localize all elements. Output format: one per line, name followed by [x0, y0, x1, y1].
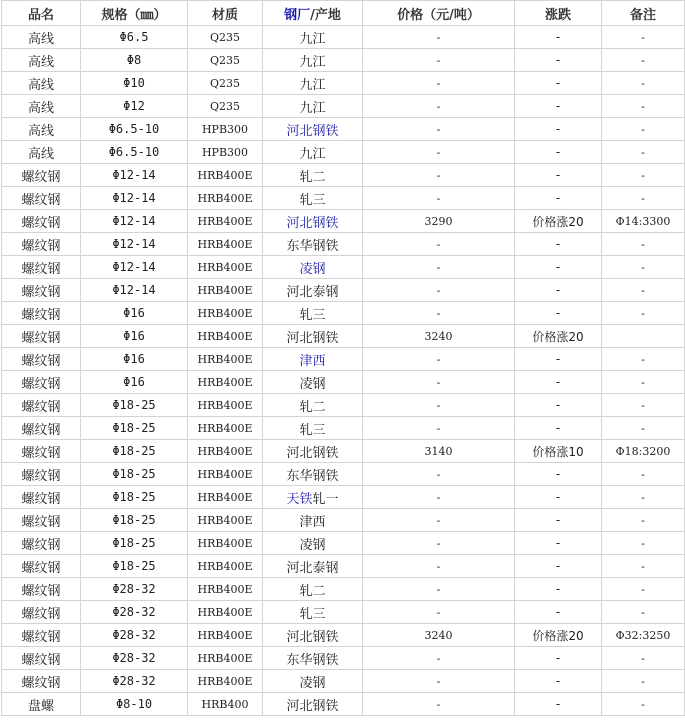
cell-mill — [263, 256, 363, 279]
cell-material: Q235 — [188, 72, 263, 95]
cell-note: - — [602, 463, 685, 486]
cell-note: - — [602, 279, 685, 302]
header-mill — [263, 1, 363, 26]
cell-mill — [263, 325, 363, 348]
cell-note: - — [602, 141, 685, 164]
mill-text: 九江 — [299, 100, 326, 116]
cell-price: - — [363, 118, 515, 141]
cell-product-name: 螺纹钢 — [2, 440, 81, 463]
cell-spec: Φ28-32 — [81, 578, 188, 601]
cell-spec: Φ12-14 — [81, 256, 188, 279]
cell-price: - — [363, 693, 515, 716]
header-name: 品名 — [2, 1, 81, 26]
cell-material: HRB400E — [188, 187, 263, 210]
cell-note: Φ14:3300 — [602, 210, 685, 233]
cell-change: - — [515, 463, 602, 486]
mill-text: 河北钢铁 — [286, 445, 339, 461]
cell-note: - — [602, 164, 685, 187]
cell-product-name: 螺纹钢 — [2, 164, 81, 187]
cell-material: HRB400E — [188, 509, 263, 532]
mill-text: 凌钢 — [299, 675, 326, 691]
cell-mill — [263, 279, 363, 302]
cell-material: HRB400E — [188, 532, 263, 555]
cell-spec: Φ6.5-10 — [81, 118, 188, 141]
cell-product-name: 螺纹钢 — [2, 394, 81, 417]
mill-text: 河北钢铁 — [286, 698, 339, 714]
cell-mill — [263, 463, 363, 486]
cell-material: HRB400E — [188, 578, 263, 601]
cell-mill — [263, 371, 363, 394]
cell-mill — [263, 302, 363, 325]
cell-material: Q235 — [188, 49, 263, 72]
cell-product-name: 螺纹钢 — [2, 463, 81, 486]
table-row — [2, 233, 685, 256]
cell-material: HRB400E — [188, 417, 263, 440]
cell-product-name: 螺纹钢 — [2, 233, 81, 256]
cell-note: - — [602, 49, 685, 72]
cell-mill — [263, 233, 363, 256]
cell-spec: Φ28-32 — [81, 601, 188, 624]
cell-spec: Φ16 — [81, 348, 188, 371]
cell-product-name: 螺纹钢 — [2, 417, 81, 440]
cell-material: HRB400E — [188, 670, 263, 693]
cell-price: 3140 — [363, 440, 515, 463]
table-row — [2, 187, 685, 210]
mill-text: 九江 — [299, 146, 326, 162]
mill-link[interactable]: 津西 — [299, 353, 326, 369]
cell-product-name: 高线 — [2, 95, 81, 118]
cell-change: - — [515, 578, 602, 601]
table-row — [2, 670, 685, 693]
table-row — [2, 26, 685, 49]
cell-note: - — [602, 371, 685, 394]
cell-price: - — [363, 26, 515, 49]
cell-product-name: 螺纹钢 — [2, 601, 81, 624]
table-row — [2, 532, 685, 555]
cell-change: - — [515, 555, 602, 578]
cell-product-name: 螺纹钢 — [2, 256, 81, 279]
cell-price: - — [363, 647, 515, 670]
cell-change: - — [515, 256, 602, 279]
cell-note: - — [602, 118, 685, 141]
cell-change: - — [515, 670, 602, 693]
cell-product-name: 螺纹钢 — [2, 302, 81, 325]
cell-mill — [263, 72, 363, 95]
cell-spec: Φ8-10 — [81, 693, 188, 716]
cell-material: HPB300 — [188, 141, 263, 164]
cell-change: - — [515, 26, 602, 49]
cell-spec: Φ10 — [81, 72, 188, 95]
cell-spec: Φ12-14 — [81, 279, 188, 302]
cell-price: - — [363, 371, 515, 394]
cell-spec: Φ16 — [81, 371, 188, 394]
cell-note: - — [602, 256, 685, 279]
table-row — [2, 95, 685, 118]
cell-material: HRB400E — [188, 302, 263, 325]
cell-spec: Φ12-14 — [81, 210, 188, 233]
cell-change: - — [515, 72, 602, 95]
cell-change: 价格涨20 — [515, 624, 602, 647]
cell-change: - — [515, 95, 602, 118]
cell-material: HRB400E — [188, 624, 263, 647]
table-row — [2, 72, 685, 95]
cell-change: - — [515, 279, 602, 302]
cell-note: - — [602, 693, 685, 716]
cell-product-name: 螺纹钢 — [2, 187, 81, 210]
cell-mill — [263, 532, 363, 555]
steel-price-table — [1, 0, 685, 716]
cell-product-name: 螺纹钢 — [2, 670, 81, 693]
cell-spec: Φ18-25 — [81, 394, 188, 417]
mill-text: 轧二 — [299, 399, 326, 415]
cell-spec: Φ18-25 — [81, 509, 188, 532]
table-row — [2, 509, 685, 532]
mill-text: 九江 — [299, 77, 326, 93]
cell-spec: Φ18-25 — [81, 440, 188, 463]
cell-change: - — [515, 164, 602, 187]
cell-price: - — [363, 578, 515, 601]
cell-mill — [263, 210, 363, 233]
cell-note: - — [602, 578, 685, 601]
mill-text: 凌钢 — [299, 376, 326, 392]
cell-change: 价格涨20 — [515, 325, 602, 348]
cell-product-name: 螺纹钢 — [2, 348, 81, 371]
table-row — [2, 647, 685, 670]
cell-price: - — [363, 256, 515, 279]
table-row — [2, 279, 685, 302]
cell-material: HRB400E — [188, 233, 263, 256]
cell-note — [602, 325, 685, 348]
header-mill-rest: /产地 — [310, 7, 341, 23]
cell-spec: Φ8 — [81, 49, 188, 72]
cell-spec: Φ28-32 — [81, 670, 188, 693]
cell-product-name: 高线 — [2, 26, 81, 49]
cell-change: - — [515, 233, 602, 256]
cell-material: HRB400E — [188, 325, 263, 348]
cell-product-name: 螺纹钢 — [2, 279, 81, 302]
table-row — [2, 210, 685, 233]
mill-text: 轧三 — [299, 307, 326, 323]
cell-note: - — [602, 647, 685, 670]
cell-change: - — [515, 647, 602, 670]
cell-note: - — [602, 302, 685, 325]
cell-material: HRB400E — [188, 394, 263, 417]
cell-note: - — [602, 348, 685, 371]
mill-text: 九江 — [299, 31, 326, 47]
cell-price: - — [363, 164, 515, 187]
cell-material: HPB300 — [188, 118, 263, 141]
cell-mill — [263, 187, 363, 210]
cell-price: 3240 — [363, 325, 515, 348]
cell-mill — [263, 118, 363, 141]
cell-mill — [263, 601, 363, 624]
cell-note: - — [602, 187, 685, 210]
mill-text: 轧一 — [312, 491, 339, 507]
cell-mill — [263, 49, 363, 72]
cell-mill — [263, 578, 363, 601]
cell-spec: Φ16 — [81, 325, 188, 348]
cell-mill — [263, 486, 363, 509]
cell-spec: Φ18-25 — [81, 555, 188, 578]
cell-note: - — [602, 72, 685, 95]
table-row — [2, 302, 685, 325]
cell-material: HRB400E — [188, 463, 263, 486]
header-price: 价格（元/吨） — [363, 1, 515, 26]
table-row — [2, 440, 685, 463]
cell-price: - — [363, 187, 515, 210]
cell-material: HRB400E — [188, 210, 263, 233]
cell-note: - — [602, 95, 685, 118]
cell-spec: Φ18-25 — [81, 532, 188, 555]
cell-mill — [263, 670, 363, 693]
cell-product-name: 高线 — [2, 141, 81, 164]
cell-price: - — [363, 601, 515, 624]
cell-spec: Φ28-32 — [81, 624, 188, 647]
header-mill-link[interactable]: 钢厂 — [284, 7, 311, 23]
header-change: 涨跌 — [515, 1, 602, 26]
cell-price: - — [363, 486, 515, 509]
cell-price: - — [363, 72, 515, 95]
cell-price: - — [363, 555, 515, 578]
cell-price: 3240 — [363, 624, 515, 647]
cell-note: - — [602, 532, 685, 555]
cell-mill — [263, 693, 363, 716]
cell-material: HRB400E — [188, 486, 263, 509]
mill-text: 东华钢铁 — [286, 238, 339, 254]
cell-material: HRB400E — [188, 256, 263, 279]
cell-change: - — [515, 49, 602, 72]
cell-product-name: 盘螺 — [2, 693, 81, 716]
cell-product-name: 螺纹钢 — [2, 371, 81, 394]
cell-price: - — [363, 302, 515, 325]
mill-text: 凌钢 — [299, 537, 326, 553]
cell-material: HRB400E — [188, 164, 263, 187]
cell-product-name: 螺纹钢 — [2, 210, 81, 233]
cell-mill — [263, 26, 363, 49]
cell-product-name: 高线 — [2, 118, 81, 141]
cell-note: - — [602, 417, 685, 440]
table-row — [2, 118, 685, 141]
mill-text: 河北泰钢 — [286, 284, 339, 300]
table-row — [2, 164, 685, 187]
mill-text: 九江 — [299, 54, 326, 70]
mill-text: 河北泰钢 — [286, 560, 339, 576]
table-row — [2, 693, 685, 716]
cell-mill — [263, 555, 363, 578]
cell-change: - — [515, 118, 602, 141]
mill-link[interactable]: 河北钢铁 — [286, 123, 339, 139]
cell-change: - — [515, 601, 602, 624]
cell-change: - — [515, 417, 602, 440]
mill-text: 津西 — [299, 514, 326, 530]
cell-material: HRB400E — [188, 601, 263, 624]
cell-note: - — [602, 26, 685, 49]
cell-note: - — [602, 233, 685, 256]
cell-price: - — [363, 95, 515, 118]
cell-price: - — [363, 509, 515, 532]
cell-change: - — [515, 302, 602, 325]
cell-change: - — [515, 486, 602, 509]
table-body — [2, 26, 685, 716]
cell-material: HRB400E — [188, 440, 263, 463]
table-row — [2, 256, 685, 279]
cell-material: HRB400E — [188, 371, 263, 394]
cell-change: - — [515, 371, 602, 394]
cell-product-name: 螺纹钢 — [2, 624, 81, 647]
cell-mill — [263, 624, 363, 647]
cell-price: - — [363, 141, 515, 164]
cell-change: 价格涨20 — [515, 210, 602, 233]
cell-product-name: 螺纹钢 — [2, 647, 81, 670]
cell-note: Φ18:3200 — [602, 440, 685, 463]
cell-product-name: 螺纹钢 — [2, 555, 81, 578]
cell-spec: Φ6.5 — [81, 26, 188, 49]
mill-link[interactable]: 河北钢铁 — [286, 215, 339, 231]
cell-price: - — [363, 348, 515, 371]
table-row — [2, 348, 685, 371]
cell-spec: Φ12-14 — [81, 187, 188, 210]
cell-change: - — [515, 693, 602, 716]
table-header-row — [2, 1, 685, 26]
table-row — [2, 394, 685, 417]
table-row — [2, 49, 685, 72]
cell-mill — [263, 509, 363, 532]
cell-material: HRB400E — [188, 555, 263, 578]
cell-product-name: 螺纹钢 — [2, 578, 81, 601]
mill-text: 轧三 — [299, 192, 326, 208]
table-row — [2, 486, 685, 509]
cell-note: - — [602, 394, 685, 417]
cell-price: - — [363, 279, 515, 302]
table-row — [2, 463, 685, 486]
cell-note: - — [602, 486, 685, 509]
cell-material: HRB400E — [188, 647, 263, 670]
cell-change: - — [515, 348, 602, 371]
cell-mill — [263, 348, 363, 371]
cell-change: - — [515, 509, 602, 532]
cell-product-name: 高线 — [2, 49, 81, 72]
cell-mill — [263, 417, 363, 440]
cell-note: - — [602, 509, 685, 532]
cell-material: HRB400E — [188, 279, 263, 302]
cell-spec: Φ18-25 — [81, 417, 188, 440]
cell-spec: Φ12-14 — [81, 233, 188, 256]
header-spec: 规格（㎜） — [81, 1, 188, 26]
cell-note: - — [602, 670, 685, 693]
cell-spec: Φ18-25 — [81, 486, 188, 509]
header-material: 材质 — [188, 1, 263, 26]
cell-material: HRB400 — [188, 693, 263, 716]
table-row — [2, 141, 685, 164]
mill-link[interactable]: 凌钢 — [299, 261, 326, 277]
cell-material: Q235 — [188, 95, 263, 118]
cell-change: - — [515, 141, 602, 164]
table-row — [2, 555, 685, 578]
cell-mill — [263, 440, 363, 463]
cell-material: Q235 — [188, 26, 263, 49]
cell-mill — [263, 164, 363, 187]
cell-product-name: 螺纹钢 — [2, 486, 81, 509]
cell-price: - — [363, 532, 515, 555]
cell-spec: Φ12-14 — [81, 164, 188, 187]
cell-change: - — [515, 394, 602, 417]
cell-product-name: 螺纹钢 — [2, 509, 81, 532]
mill-text: 东华钢铁 — [286, 652, 339, 668]
table-row — [2, 371, 685, 394]
mill-text: 轧二 — [299, 583, 326, 599]
cell-change: - — [515, 532, 602, 555]
mill-text: 河北钢铁 — [286, 330, 339, 346]
cell-spec: Φ6.5-10 — [81, 141, 188, 164]
cell-note: - — [602, 555, 685, 578]
cell-mill — [263, 141, 363, 164]
cell-price: 3290 — [363, 210, 515, 233]
cell-mill — [263, 647, 363, 670]
table-row — [2, 417, 685, 440]
cell-material: HRB400E — [188, 348, 263, 371]
cell-spec: Φ18-25 — [81, 463, 188, 486]
cell-product-name: 高线 — [2, 72, 81, 95]
cell-spec: Φ16 — [81, 302, 188, 325]
cell-note: Φ32:3250 — [602, 624, 685, 647]
cell-mill — [263, 394, 363, 417]
cell-price: - — [363, 233, 515, 256]
mill-text: 轧三 — [299, 422, 326, 438]
cell-price: - — [363, 394, 515, 417]
cell-price: - — [363, 49, 515, 72]
table-row — [2, 325, 685, 348]
header-note: 备注 — [602, 1, 685, 26]
cell-price: - — [363, 417, 515, 440]
mill-text: 东华钢铁 — [286, 468, 339, 484]
cell-note: - — [602, 601, 685, 624]
cell-price: - — [363, 670, 515, 693]
cell-spec: Φ12 — [81, 95, 188, 118]
table-row — [2, 578, 685, 601]
cell-spec: Φ28-32 — [81, 647, 188, 670]
table-row — [2, 601, 685, 624]
cell-mill — [263, 95, 363, 118]
cell-product-name: 螺纹钢 — [2, 532, 81, 555]
mill-text: 轧三 — [299, 606, 326, 622]
table-row — [2, 624, 685, 647]
cell-change: - — [515, 187, 602, 210]
cell-product-name: 螺纹钢 — [2, 325, 81, 348]
mill-text: 河北钢铁 — [286, 629, 339, 645]
mill-link[interactable]: 天铁 — [286, 491, 313, 507]
cell-price: - — [363, 463, 515, 486]
mill-text: 轧二 — [299, 169, 326, 185]
cell-change: 价格涨10 — [515, 440, 602, 463]
